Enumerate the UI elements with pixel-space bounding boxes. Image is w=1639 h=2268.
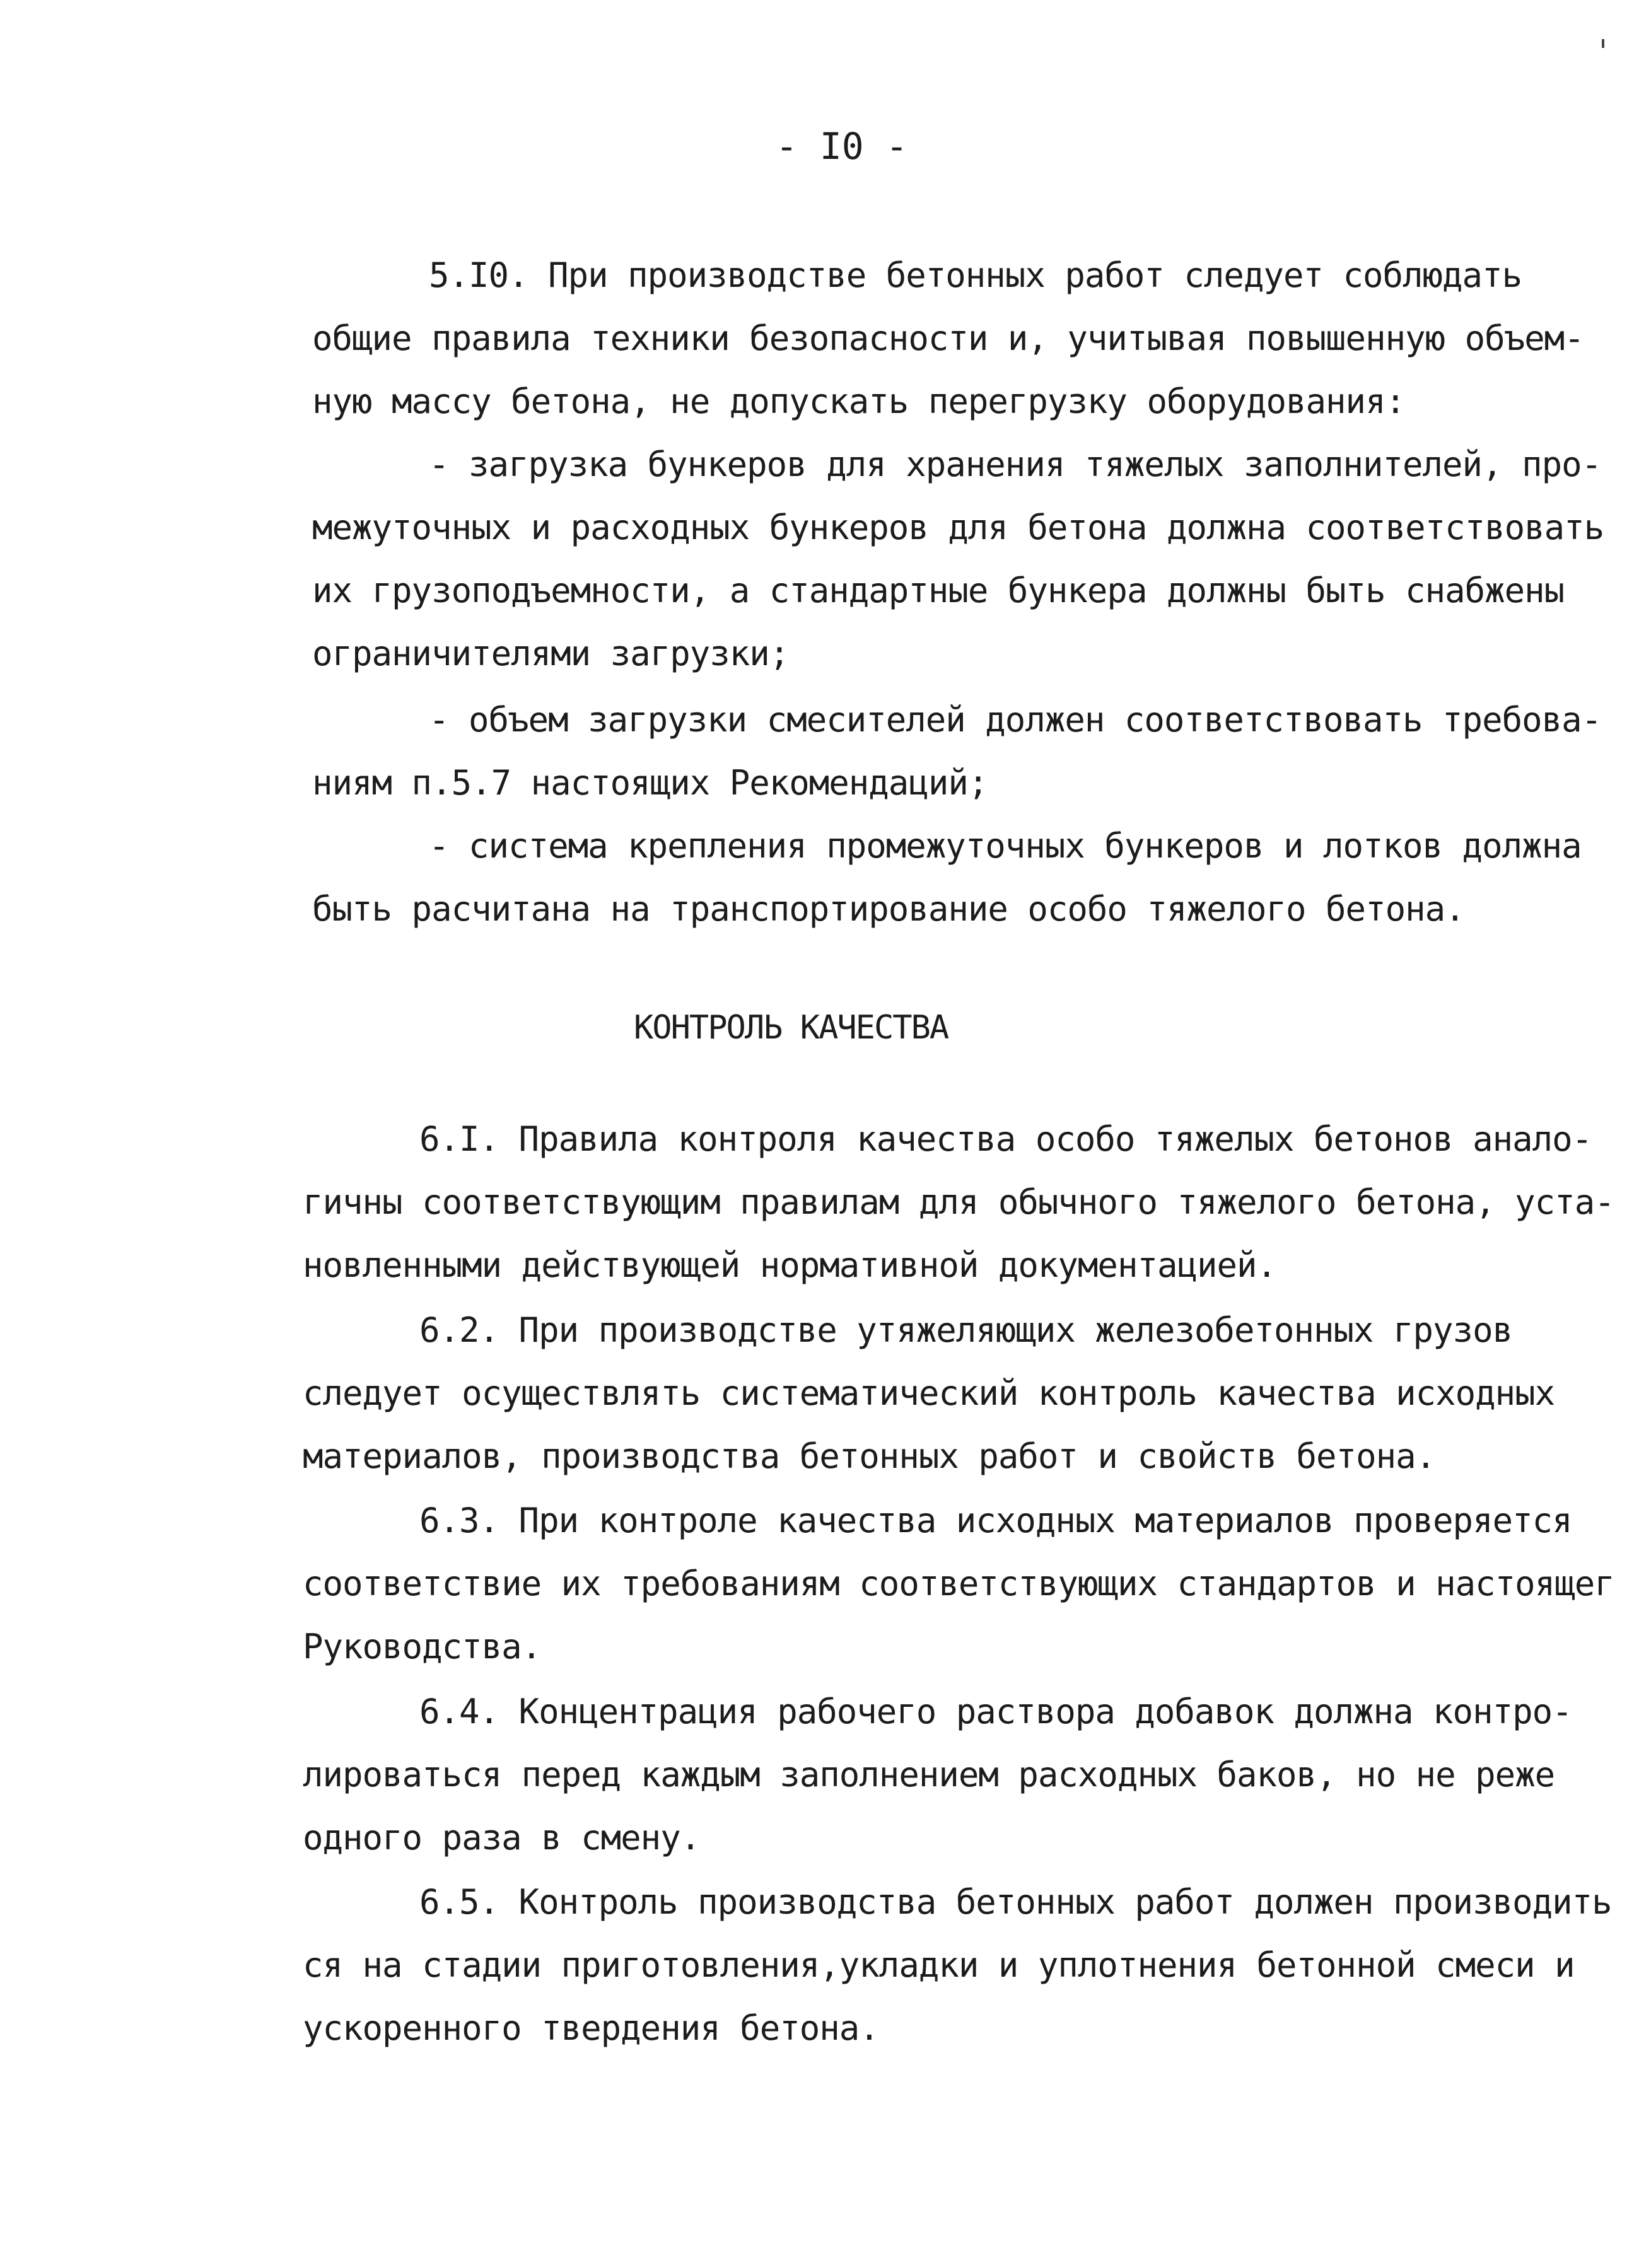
list-item-2-line-1: - объем загрузки смесителей должен соответствовать требова-: [429, 700, 1602, 740]
list-item-3-line-2: быть расчитана на транспортирование особо тяжелого бетона.: [312, 889, 1465, 929]
paragraph-6-3-line-2: соответствие их требованиям соответствующих стандартов и настоящег: [303, 1564, 1614, 1603]
list-item-1-line-2: межуточных и расходных бункеров для бетона должна соответствовать: [312, 508, 1604, 547]
paragraph-6-2-line-2: следует осуществлять систематический контроль качества исходных: [303, 1373, 1555, 1413]
scan-mark: [1602, 39, 1604, 48]
paragraph-6-5-line-2: ся на стадии приготовления,укладки и уплотнения бетонной смеси и: [303, 1945, 1575, 1985]
list-item-1-line-3: их грузоподъемности, а стандартные бункера должны быть снабжены: [312, 571, 1565, 610]
paragraph-6-3-line-1: 6.3. При контроле качества исходных материалов проверяется: [419, 1501, 1572, 1540]
paragraph-6-4-line-1: 6.4. Концентрация рабочего раствора добавок должна контро-: [419, 1692, 1572, 1731]
list-item-3-line-1: - система крепления промежуточных бункеров и лотков должна: [429, 826, 1582, 866]
paragraph-6-1-line-1: 6.I. Правила контроля качества особо тяжелых бетонов анало-: [419, 1119, 1592, 1159]
paragraph-5-10-line-2: общие правила техники безопасности и, учитывая повышенную объем-: [312, 318, 1584, 358]
list-item-1-line-4: ограничителями загрузки;: [312, 634, 790, 673]
paragraph-6-1-line-2: гичны соответствующим правилам для обычного тяжелого бетона, уста-: [303, 1182, 1614, 1222]
paragraph-6-3-line-3: Руководства.: [303, 1627, 542, 1666]
section-heading: КОНТРОЛЬ КАЧЕСТВА: [634, 1009, 948, 1047]
list-item-1-line-1: - загрузка бункеров для хранения тяжелых заполнителей, про-: [429, 445, 1602, 484]
paragraph-5-10-line-3: ную массу бетона, не допускать перегрузку оборудования:: [312, 381, 1406, 421]
paragraph-6-5-line-1: 6.5. Контроль производства бетонных работ должен производить: [419, 1882, 1612, 1922]
paragraph-6-1-line-3: новленными действующей нормативной документацией.: [303, 1245, 1277, 1285]
paragraph-6-4-line-2: лироваться перед каждым заполнением расходных баков, но не реже: [303, 1755, 1555, 1794]
paragraph-6-2-line-1: 6.2. При производстве утяжеляющих железобетонных грузов: [419, 1310, 1513, 1350]
list-item-2-line-2: ниям п.5.7 настоящих Рекомендаций;: [312, 763, 988, 803]
page-number: - I0 -: [776, 125, 908, 168]
paragraph-6-2-line-3: материалов, производства бетонных работ и свойств бетона.: [303, 1436, 1436, 1476]
paragraph-6-5-line-3: ускоренного твердения бетона.: [303, 2008, 879, 2048]
paragraph-6-4-line-3: одного раза в смену.: [303, 1818, 701, 1858]
paragraph-5-10-line-1: 5.I0. При производстве бетонных работ следует соблюдать: [429, 255, 1522, 295]
